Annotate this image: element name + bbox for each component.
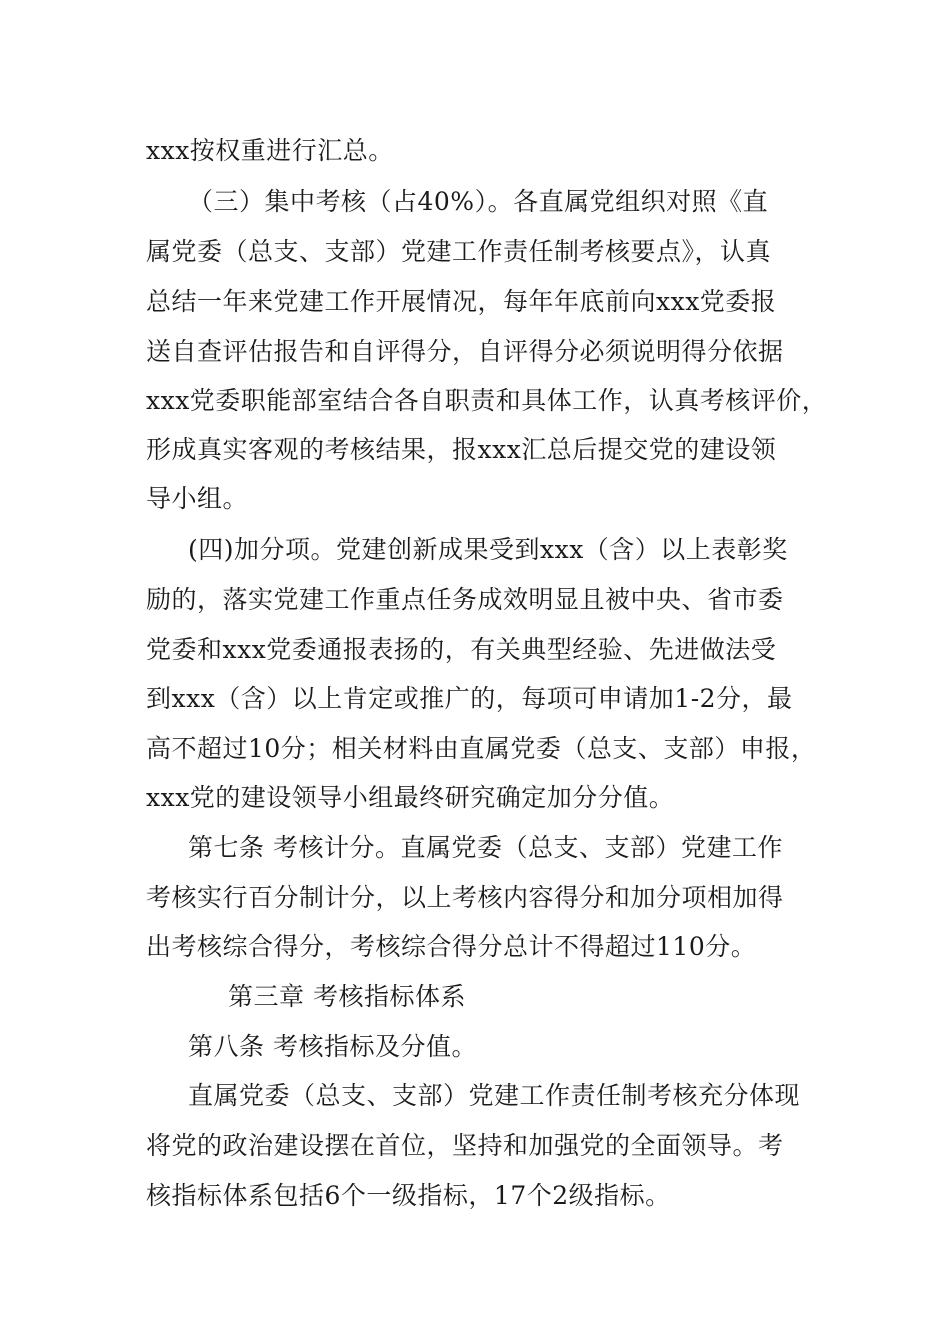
text-line-7: 形成真实客观的考核结果，报xxx汇总后提交党的建设领 bbox=[146, 435, 777, 464]
text-line-1: xxx按权重进行汇总。 bbox=[146, 136, 394, 165]
chapter-heading: 第三章 考核指标体系 bbox=[228, 982, 466, 1011]
text-line-6: xxx党委职能部室结合各自职责和具体工作，认真考核评价， bbox=[146, 386, 828, 415]
text-line-17: 出考核综合得分，考核综合得分总计不得超过110分。 bbox=[146, 932, 757, 961]
text-line-8: 导小组。 bbox=[146, 484, 249, 513]
text-line-4: 总结一年来党建工作开展情况，每年年底前向xxx党委报 bbox=[146, 287, 777, 316]
text-line-10: 励的，落实党建工作重点任务成效明显且被中央、省市委 bbox=[146, 585, 784, 614]
article-heading: 第八条 考核指标及分值。 bbox=[188, 1032, 477, 1061]
text-line-16: 考核实行百分制计分，以上考核内容得分和加分项相加得 bbox=[146, 883, 784, 912]
text-line-2: （三）集中考核（占40%）。各直属党组织对照《直 bbox=[188, 187, 769, 216]
text-line-13: 高不超过10分；相关材料由直属党委（总支、支部）申报， bbox=[146, 734, 817, 763]
text-line-5: 送自查评估报告和自评得分，自评得分必须说明得分依据 bbox=[146, 337, 784, 366]
text-line-15: 第七条 考核计分。直属党委（总支、支部）党建工作 bbox=[188, 833, 783, 862]
text-line-11: 党委和xxx党委通报表扬的，有关典型经验、先进做法受 bbox=[146, 635, 777, 664]
text-line-14: xxx党的建设领导小组最终研究确定加分分值。 bbox=[146, 783, 675, 812]
text-line-20: 直属党委（总支、支部）党建工作责任制考核充分体现 bbox=[188, 1081, 801, 1110]
text-line-22: 核指标体系包括6个一级指标，17个2级指标。 bbox=[146, 1181, 671, 1210]
text-line-9: (四)加分项。党建创新成果受到xxx（含）以上表彰奖 bbox=[188, 535, 788, 564]
text-line-21: 将党的政治建设摆在首位，坚持和加强党的全面领导。考 bbox=[146, 1131, 784, 1160]
text-line-12: 到xxx（含）以上肯定或推广的，每项可申请加1-2分，最 bbox=[146, 684, 793, 713]
text-line-3: 属党委（总支、支部）党建工作责任制考核要点》，认真 bbox=[146, 237, 772, 266]
